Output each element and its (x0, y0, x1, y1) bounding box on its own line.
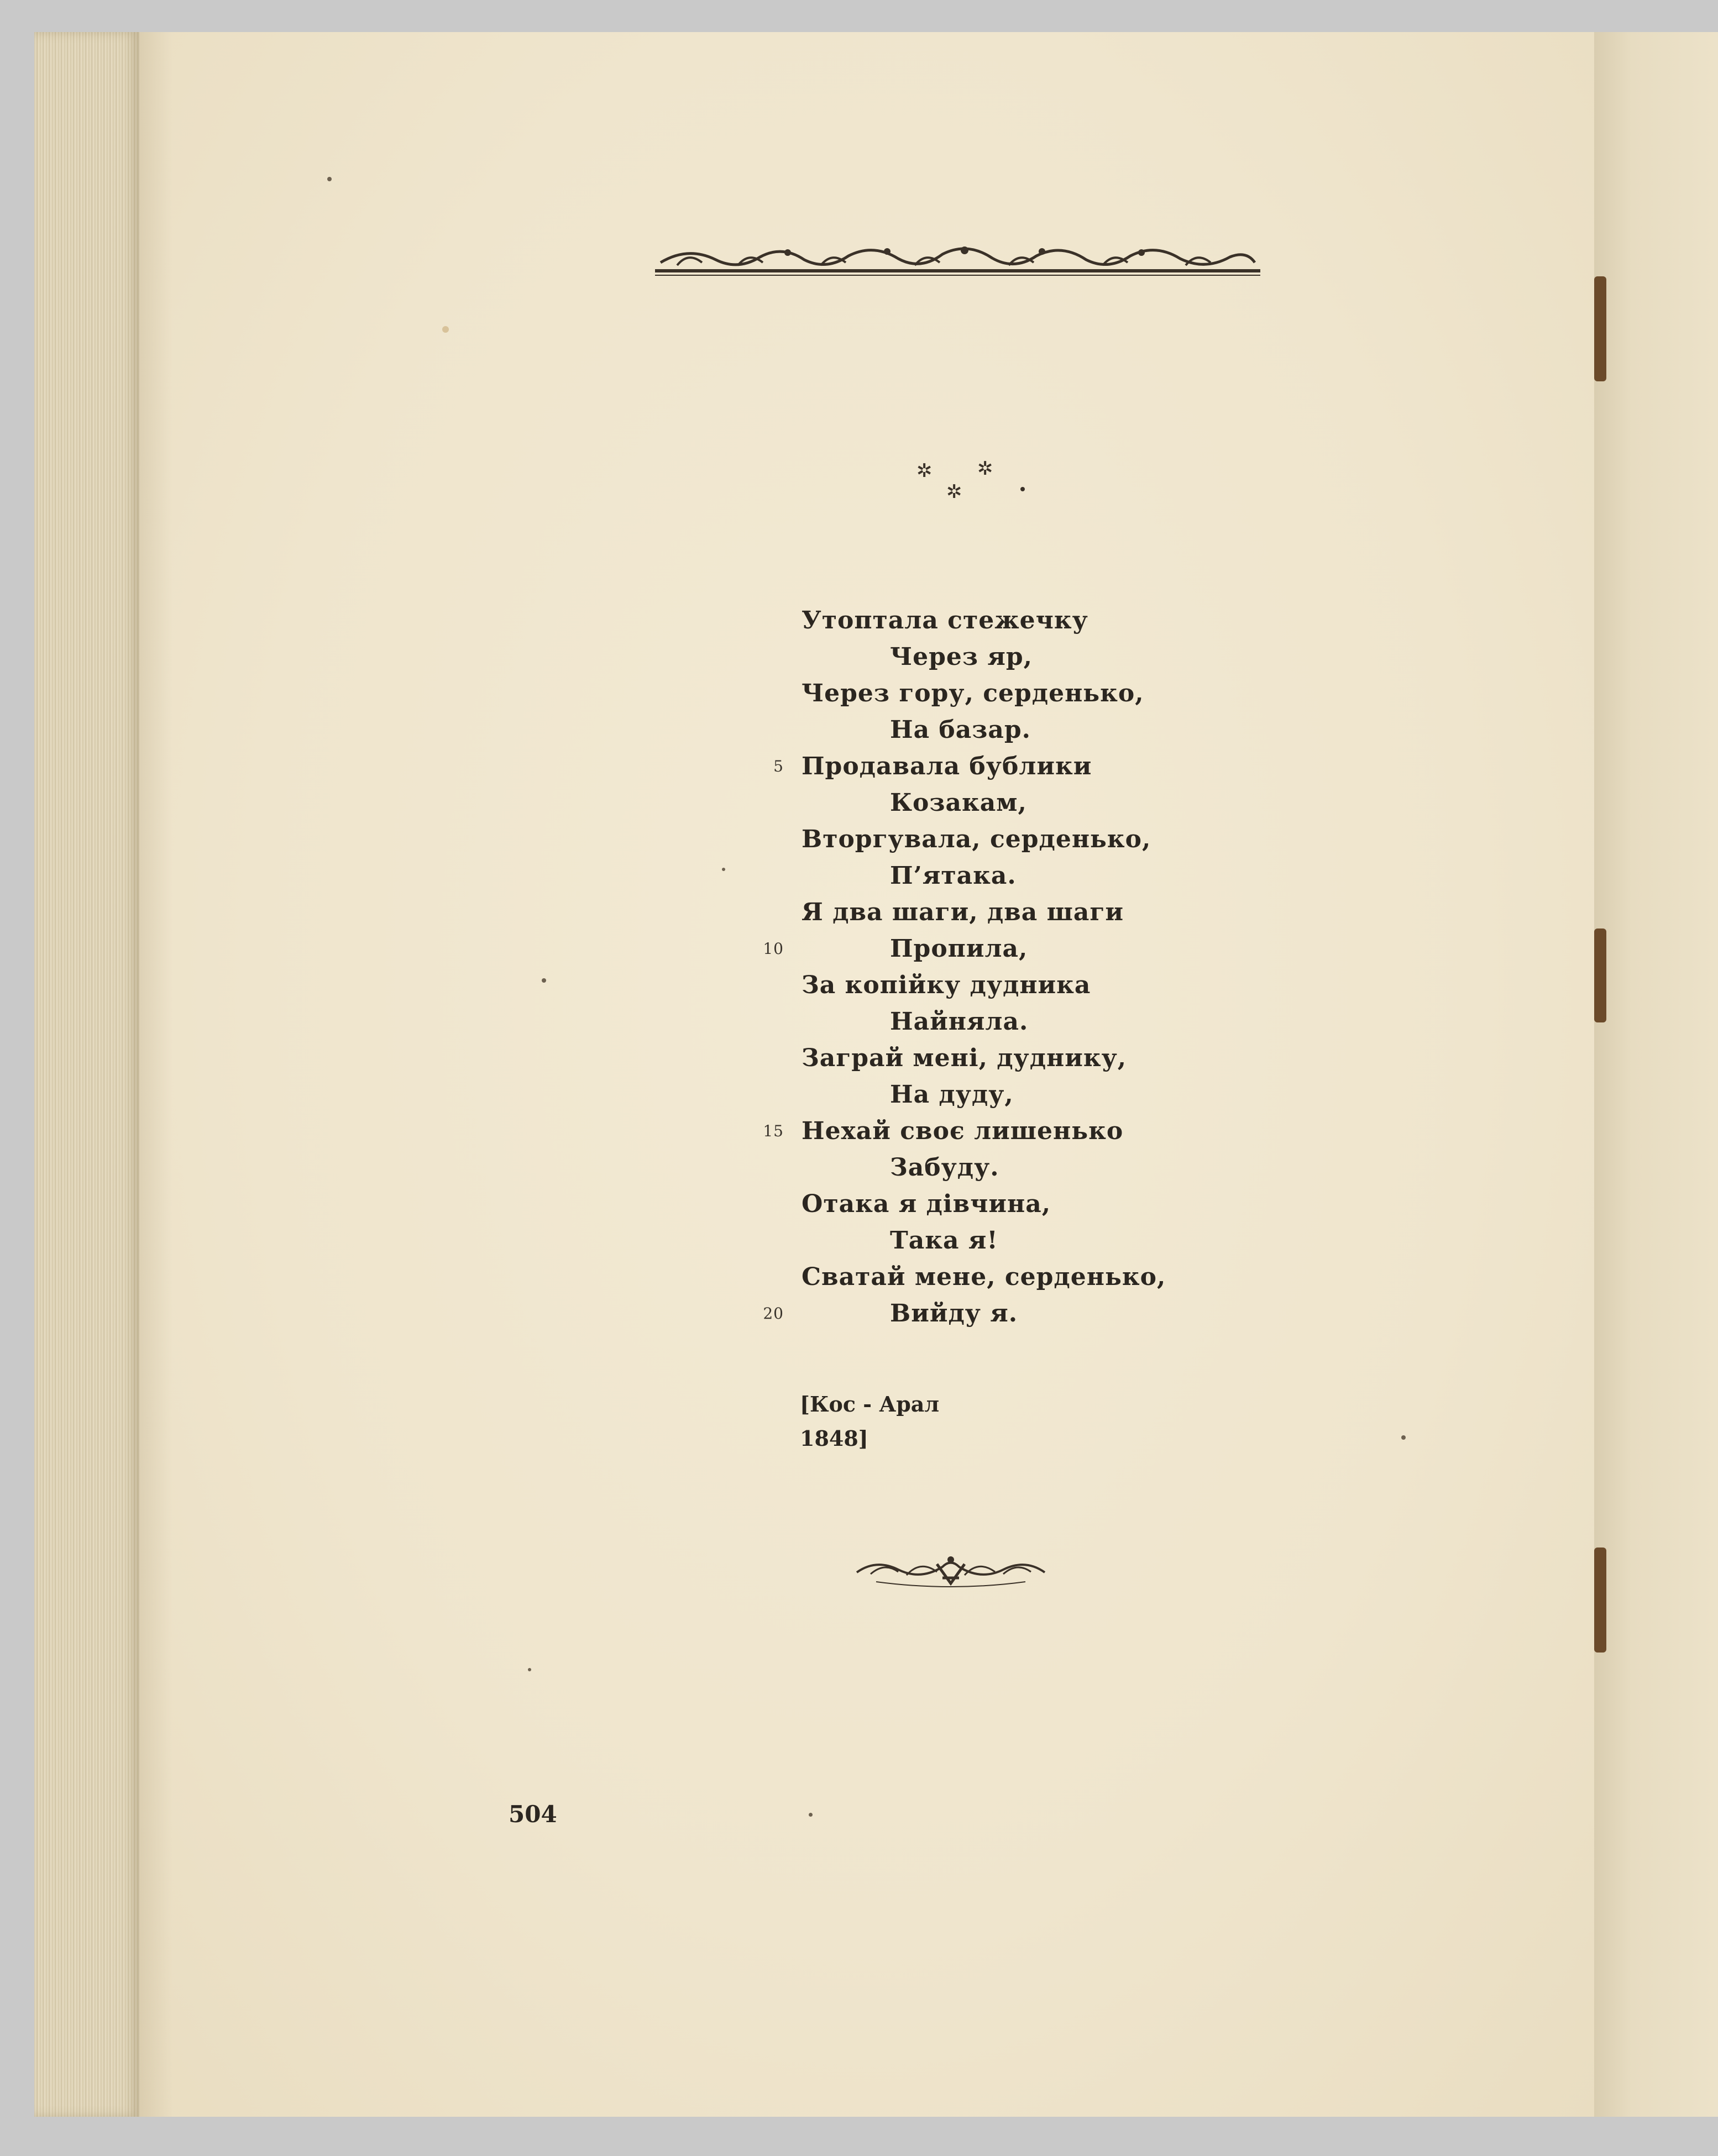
paper-speck (722, 868, 725, 871)
poem-line: За копійку дудника (802, 971, 1091, 999)
svg-text:✲: ✲ (946, 481, 962, 503)
place-note-place: [Кос - Арал (800, 1392, 940, 1417)
decorative-header-ornament (655, 240, 1260, 279)
page-number: 504 (509, 1801, 557, 1828)
poem-line: Через гору, серденько, (802, 679, 1144, 707)
asterism-ornament (912, 456, 1039, 506)
poem-line: Заграй мені, дуднику, (802, 1044, 1127, 1072)
adjacent-page-edge (1594, 32, 1718, 2117)
line-number: 5 (773, 757, 784, 775)
poem-line: Сватай мене, серденько, (802, 1263, 1166, 1291)
poem-line: 15 Нехай своє лишенько (802, 1113, 1166, 1150)
line-number: 10 (763, 940, 784, 958)
poem-line: Така я! (890, 1226, 998, 1255)
line-number: 20 (763, 1304, 784, 1323)
poem-line: 20 Вийду я. (802, 1295, 1166, 1332)
poem-line: Забуду. (890, 1153, 999, 1182)
place-note-year: 1848] (800, 1426, 868, 1451)
svg-text:✲: ✲ (916, 460, 933, 482)
rust-stain (1594, 1548, 1606, 1653)
poem-line: 5 Продавала бублики (802, 748, 1166, 785)
paper-speck (528, 1668, 531, 1671)
rust-stain (1594, 929, 1606, 1022)
poem-text (763, 602, 1166, 1332)
poem-line: Козакам, (890, 789, 1027, 817)
decorative-tailpiece-ornament (854, 1548, 1047, 1594)
poem-line: Найняла. (890, 1008, 1029, 1036)
poem-line: 10 Пропила, (802, 931, 1166, 967)
rust-stain (1594, 276, 1606, 381)
paper-speck (809, 1813, 813, 1817)
line-number: 15 (763, 1122, 784, 1140)
place-date-note (800, 1387, 939, 1456)
poem-line: На базар. (890, 716, 1031, 744)
paper-speck (442, 326, 449, 333)
paper-speck (1401, 1435, 1406, 1440)
poem-line: Отака я дівчина, (802, 1190, 1051, 1218)
page-edges (34, 32, 139, 2117)
poem-line: Вторгувала, серденько, (802, 825, 1151, 853)
poem-line: На дуду, (890, 1080, 1014, 1109)
poem-line: Я два шаги, два шаги (802, 898, 1124, 926)
paper-speck (327, 177, 332, 181)
paper-speck (542, 978, 546, 983)
poem-line: Утоптала стежечку (802, 606, 1088, 634)
poem-line: П’ятака. (890, 862, 1017, 890)
svg-text:✲: ✲ (977, 458, 993, 480)
poem-line: Через яр, (890, 643, 1033, 671)
